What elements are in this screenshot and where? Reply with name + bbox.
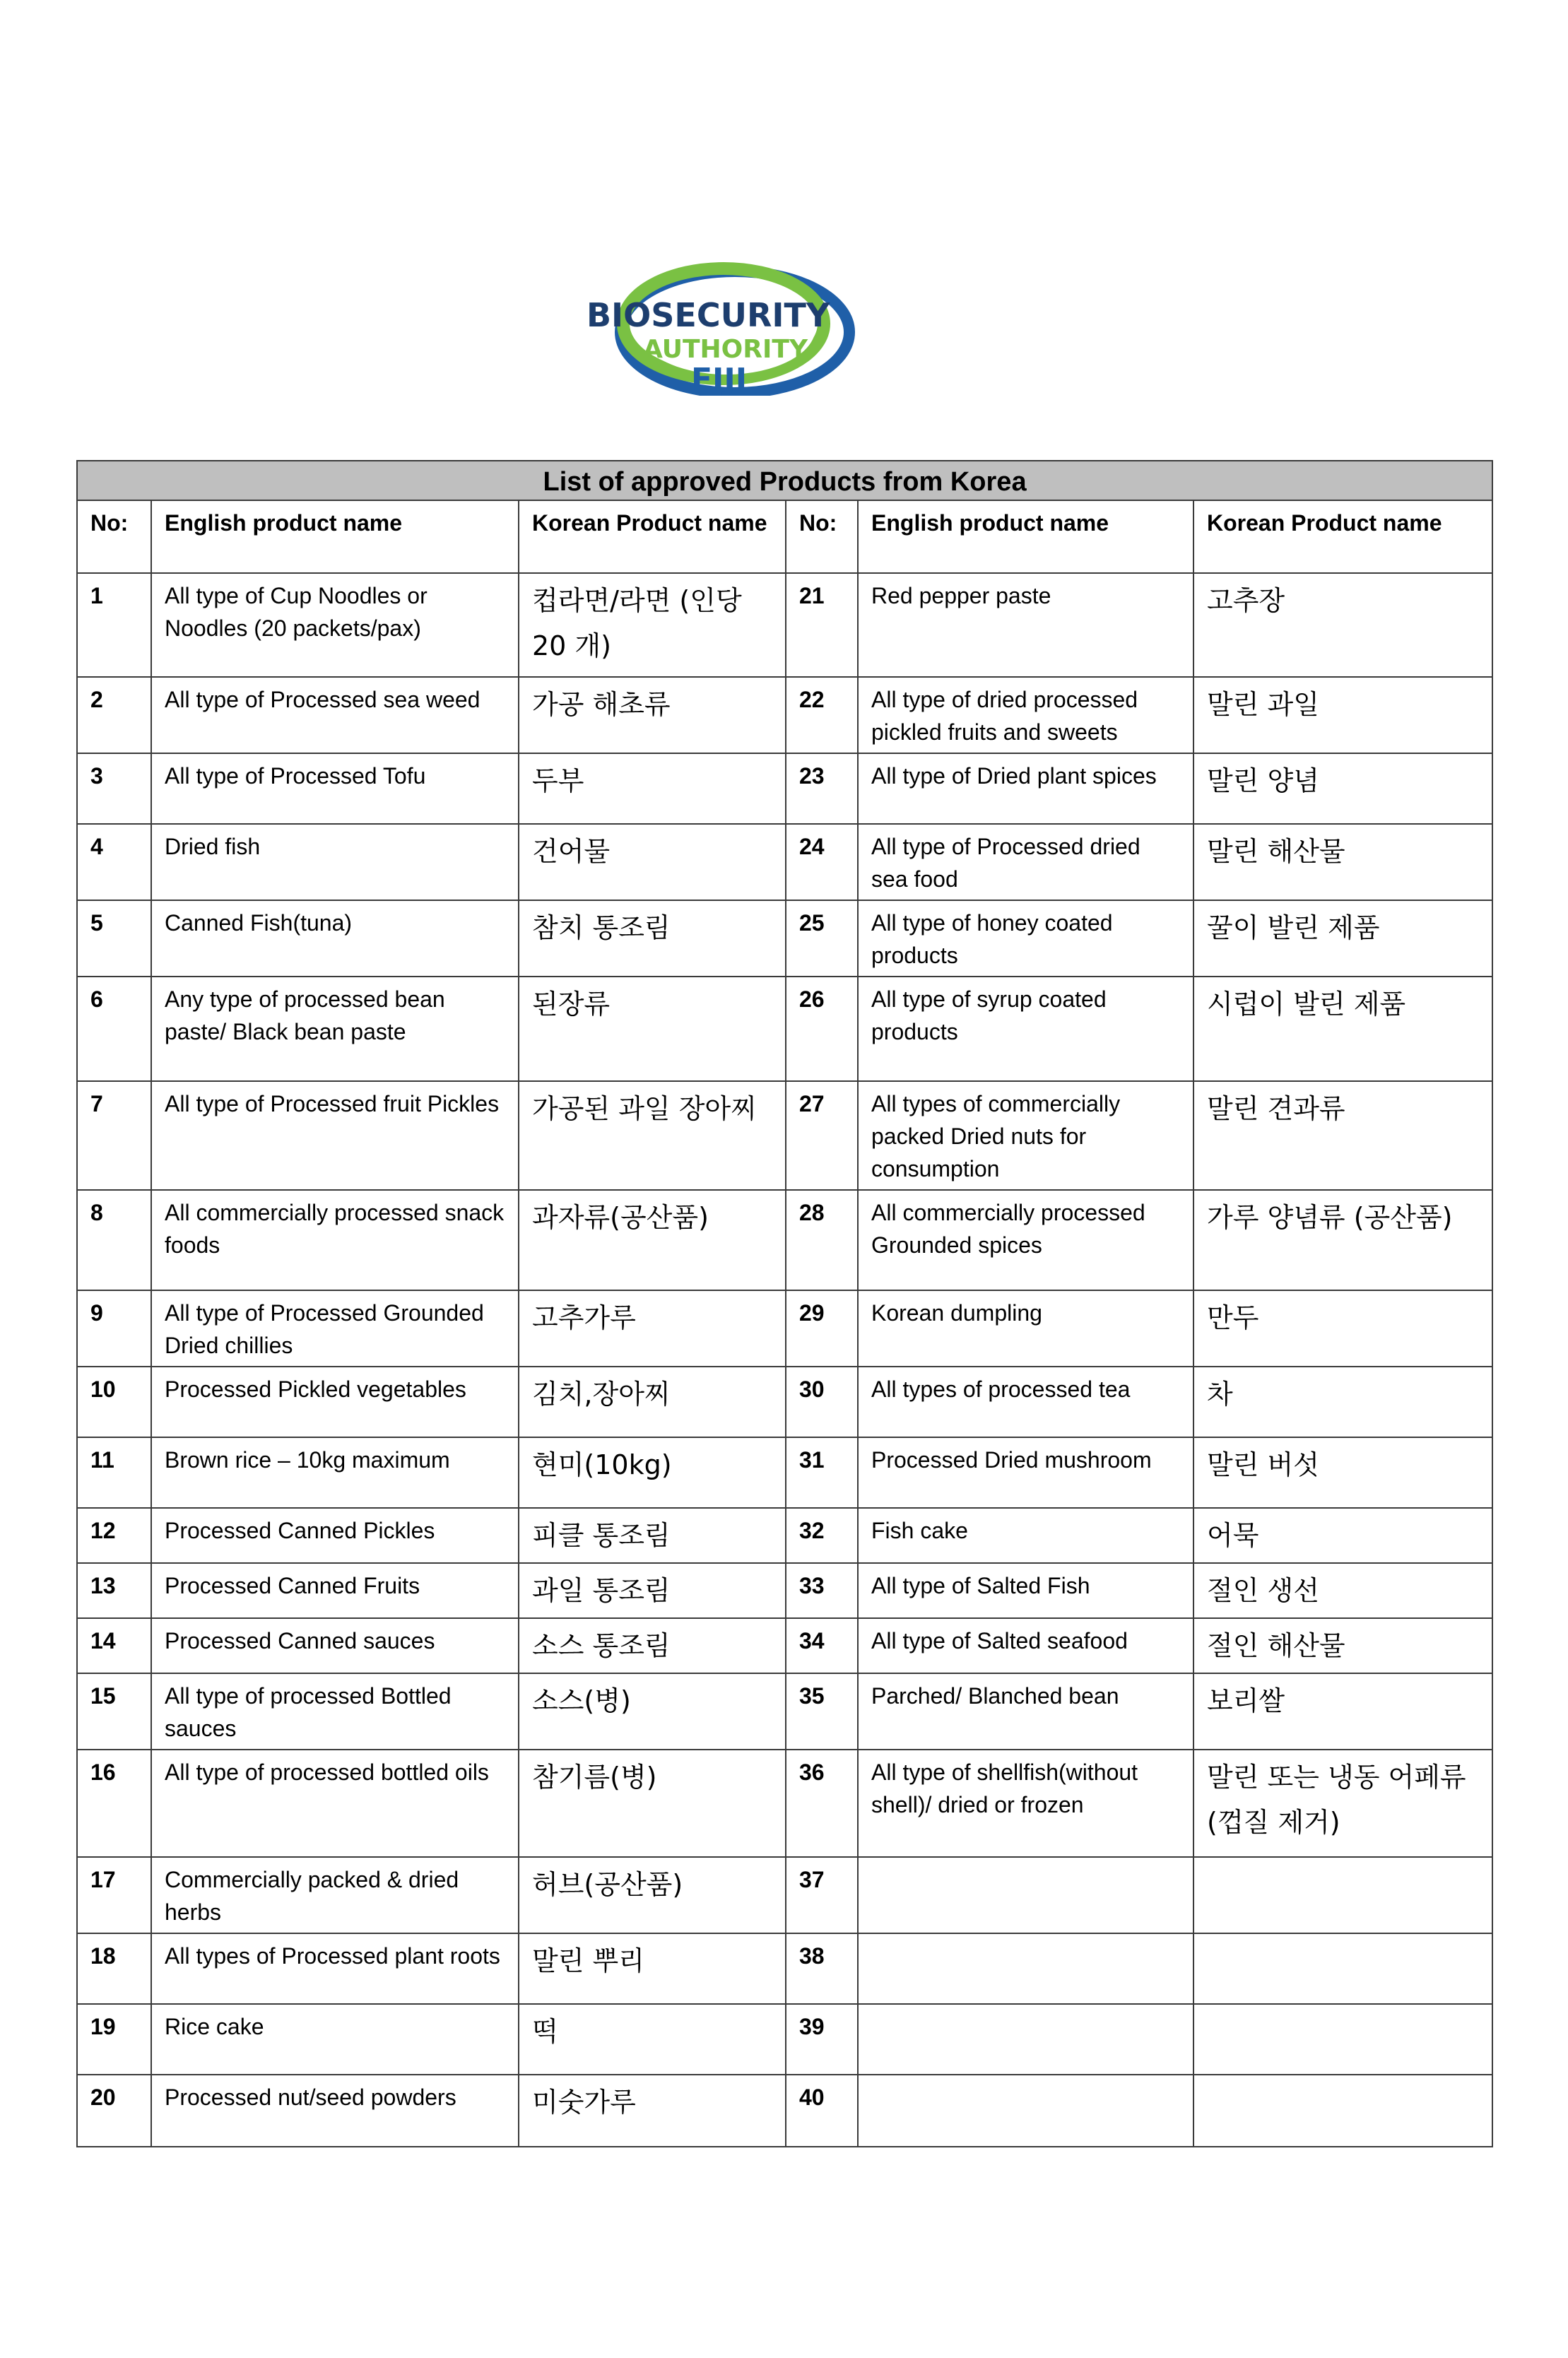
row-number-2: 34 bbox=[786, 1618, 858, 1673]
english-product-name-2: All types of commercially packed Dried nuts for consumption bbox=[858, 1081, 1193, 1190]
header-no: No: bbox=[77, 500, 151, 573]
english-product-name: Canned Fish(tuna) bbox=[151, 900, 519, 977]
english-product-name: Processed Canned sauces bbox=[151, 1618, 519, 1673]
english-product-name-2: Korean dumpling bbox=[858, 1290, 1193, 1367]
korean-product-name: 가공된 과일 장아찌 bbox=[519, 1081, 786, 1190]
row-number-2: 37 bbox=[786, 1857, 858, 1933]
korean-product-name: 피클 통조림 bbox=[519, 1508, 786, 1563]
english-product-name-2: All type of shellfish(without shell)/ dried or frozen bbox=[858, 1750, 1193, 1857]
korean-product-name: 고추가루 bbox=[519, 1290, 786, 1367]
row-number-2: 31 bbox=[786, 1437, 858, 1508]
english-product-name-2: Parched/ Blanched bean bbox=[858, 1673, 1193, 1750]
header-no-2: No: bbox=[786, 500, 858, 573]
row-number: 14 bbox=[77, 1618, 151, 1673]
english-product-name-2: All type of honey coated products bbox=[858, 900, 1193, 977]
row-number-2: 38 bbox=[786, 1933, 858, 2004]
table-header-row bbox=[77, 500, 1492, 573]
row-number: 15 bbox=[77, 1673, 151, 1750]
row-number: 20 bbox=[77, 2075, 151, 2147]
table-row bbox=[77, 1563, 1492, 1618]
row-number-2: 21 bbox=[786, 573, 858, 677]
korean-product-name-2: 가루 양념류 (공산품) bbox=[1193, 1190, 1492, 1290]
row-number: 8 bbox=[77, 1190, 151, 1290]
row-number: 17 bbox=[77, 1857, 151, 1933]
row-number-2: 39 bbox=[786, 2004, 858, 2075]
table-row bbox=[77, 1618, 1492, 1673]
row-number: 11 bbox=[77, 1437, 151, 1508]
row-number: 19 bbox=[77, 2004, 151, 2075]
table-row bbox=[77, 1750, 1492, 1857]
row-number-2: 33 bbox=[786, 1563, 858, 1618]
table-row bbox=[77, 1673, 1492, 1750]
english-product-name-2: All type of Salted Fish bbox=[858, 1563, 1193, 1618]
table-row bbox=[77, 1857, 1492, 1933]
english-product-name-2: All type of Processed dried sea food bbox=[858, 824, 1193, 900]
row-number-2: 28 bbox=[786, 1190, 858, 1290]
korean-product-name: 참치 통조림 bbox=[519, 900, 786, 977]
english-product-name-2: Fish cake bbox=[858, 1508, 1193, 1563]
row-number-2: 30 bbox=[786, 1367, 858, 1437]
english-product-name: Processed Pickled vegetables bbox=[151, 1367, 519, 1437]
korean-product-name-2 bbox=[1193, 2004, 1492, 2075]
row-number: 18 bbox=[77, 1933, 151, 2004]
korean-product-name-2: 말린 해산물 bbox=[1193, 824, 1492, 900]
english-product-name-2 bbox=[858, 2004, 1193, 2075]
row-number: 16 bbox=[77, 1750, 151, 1857]
english-product-name: Processed Canned Fruits bbox=[151, 1563, 519, 1618]
table-row bbox=[77, 2075, 1492, 2147]
row-number-2: 26 bbox=[786, 977, 858, 1081]
korean-product-name-2 bbox=[1193, 2075, 1492, 2147]
header-korean-product-name: Korean Product name bbox=[519, 500, 786, 573]
korean-product-name: 과일 통조림 bbox=[519, 1563, 786, 1618]
english-product-name-2: All type of dried processed pickled fruits and sweets bbox=[858, 677, 1193, 753]
row-number: 1 bbox=[77, 573, 151, 677]
english-product-name: All type of Processed Grounded Dried chillies bbox=[151, 1290, 519, 1367]
english-product-name-2 bbox=[858, 2075, 1193, 2147]
table-row bbox=[77, 1190, 1492, 1290]
english-product-name: All type of processed Bottled sauces bbox=[151, 1673, 519, 1750]
row-number-2: 27 bbox=[786, 1081, 858, 1190]
korean-product-name-2 bbox=[1193, 1857, 1492, 1933]
english-product-name: Commercially packed & dried herbs bbox=[151, 1857, 519, 1933]
korean-product-name-2: 차 bbox=[1193, 1367, 1492, 1437]
table-row bbox=[77, 1290, 1492, 1367]
english-product-name: All type of Processed fruit Pickles bbox=[151, 1081, 519, 1190]
korean-product-name-2: 말린 양념 bbox=[1193, 753, 1492, 824]
table-row bbox=[77, 1437, 1492, 1508]
table-row bbox=[77, 977, 1492, 1081]
logo-line-1: BIOSECURITY bbox=[586, 296, 830, 334]
korean-product-name-2: 만두 bbox=[1193, 1290, 1492, 1367]
table-row bbox=[77, 1933, 1492, 2004]
row-number: 4 bbox=[77, 824, 151, 900]
row-number: 7 bbox=[77, 1081, 151, 1190]
english-product-name: Processed nut/seed powders bbox=[151, 2075, 519, 2147]
row-number: 13 bbox=[77, 1563, 151, 1618]
row-number: 5 bbox=[77, 900, 151, 977]
logo-line-2: AUTHORITY bbox=[643, 335, 808, 364]
row-number: 6 bbox=[77, 977, 151, 1081]
korean-product-name: 참기름(병) bbox=[519, 1750, 786, 1857]
table-title: List of approved Products from Korea bbox=[77, 461, 1492, 500]
english-product-name: Brown rice – 10kg maximum bbox=[151, 1437, 519, 1508]
row-number-2: 40 bbox=[786, 2075, 858, 2147]
header-english-product-name: English product name bbox=[151, 500, 519, 573]
english-product-name-2: All types of processed tea bbox=[858, 1367, 1193, 1437]
english-product-name: All type of processed bottled oils bbox=[151, 1750, 519, 1857]
english-product-name-2: Red pepper paste bbox=[858, 573, 1193, 677]
approved-products-table bbox=[76, 460, 1493, 2147]
english-product-name-2: All commercially processed Grounded spices bbox=[858, 1190, 1193, 1290]
english-product-name: All type of Processed sea weed bbox=[151, 677, 519, 753]
header-korean-product-name-2: Korean Product name bbox=[1193, 500, 1492, 573]
english-product-name: All commercially processed snack foods bbox=[151, 1190, 519, 1290]
korean-product-name-2: 말린 버섯 bbox=[1193, 1437, 1492, 1508]
korean-product-name: 허브(공산품) bbox=[519, 1857, 786, 1933]
table-row bbox=[77, 1367, 1492, 1437]
korean-product-name: 과자류(공산품) bbox=[519, 1190, 786, 1290]
english-product-name: All type of Processed Tofu bbox=[151, 753, 519, 824]
korean-product-name: 된장류 bbox=[519, 977, 786, 1081]
english-product-name-2: All type of syrup coated products bbox=[858, 977, 1193, 1081]
english-product-name-2: All type of Dried plant spices bbox=[858, 753, 1193, 824]
english-product-name: All types of Processed plant roots bbox=[151, 1933, 519, 2004]
row-number: 9 bbox=[77, 1290, 151, 1367]
row-number: 12 bbox=[77, 1508, 151, 1563]
biosecurity-authority-fiji-logo bbox=[585, 261, 868, 396]
english-product-name: Rice cake bbox=[151, 2004, 519, 2075]
row-number-2: 22 bbox=[786, 677, 858, 753]
korean-product-name-2: 말린 과일 bbox=[1193, 677, 1492, 753]
korean-product-name: 떡 bbox=[519, 2004, 786, 2075]
approved-products-table-wrapper bbox=[76, 460, 1492, 2147]
english-product-name: Any type of processed bean paste/ Black bean paste bbox=[151, 977, 519, 1081]
english-product-name-2 bbox=[858, 1857, 1193, 1933]
row-number: 10 bbox=[77, 1367, 151, 1437]
logo-graphic bbox=[585, 261, 868, 396]
english-product-name-2: Processed Dried mushroom bbox=[858, 1437, 1193, 1508]
korean-product-name: 컵라면/라면 (인당 20 개) bbox=[519, 573, 786, 677]
row-number: 3 bbox=[77, 753, 151, 824]
korean-product-name: 현미(10kg) bbox=[519, 1437, 786, 1508]
korean-product-name: 김치,장아찌 bbox=[519, 1367, 786, 1437]
korean-product-name: 건어물 bbox=[519, 824, 786, 900]
korean-product-name-2: 절인 해산물 bbox=[1193, 1618, 1492, 1673]
korean-product-name-2: 꿀이 발린 제품 bbox=[1193, 900, 1492, 977]
english-product-name: All type of Cup Noodles or Noodles (20 packets/pax) bbox=[151, 573, 519, 677]
row-number-2: 36 bbox=[786, 1750, 858, 1857]
header-english-product-name-2: English product name bbox=[858, 500, 1193, 573]
korean-product-name-2: 어묵 bbox=[1193, 1508, 1492, 1563]
table-row bbox=[77, 677, 1492, 753]
korean-product-name: 소스(병) bbox=[519, 1673, 786, 1750]
row-number-2: 23 bbox=[786, 753, 858, 824]
english-product-name: Dried fish bbox=[151, 824, 519, 900]
english-product-name-2: All type of Salted seafood bbox=[858, 1618, 1193, 1673]
row-number-2: 24 bbox=[786, 824, 858, 900]
korean-product-name-2: 말린 견과류 bbox=[1193, 1081, 1492, 1190]
table-row bbox=[77, 1508, 1492, 1563]
korean-product-name: 가공 해초류 bbox=[519, 677, 786, 753]
korean-product-name: 소스 통조림 bbox=[519, 1618, 786, 1673]
table-row bbox=[77, 1081, 1492, 1190]
english-product-name-2 bbox=[858, 1933, 1193, 2004]
korean-product-name: 두부 bbox=[519, 753, 786, 824]
table-row bbox=[77, 900, 1492, 977]
korean-product-name-2: 보리쌀 bbox=[1193, 1673, 1492, 1750]
korean-product-name: 미숫가루 bbox=[519, 2075, 786, 2147]
korean-product-name-2: 절인 생선 bbox=[1193, 1563, 1492, 1618]
logo-line-3: FIJI bbox=[691, 362, 748, 396]
table-row bbox=[77, 753, 1492, 824]
row-number-2: 29 bbox=[786, 1290, 858, 1367]
row-number: 2 bbox=[77, 677, 151, 753]
row-number-2: 25 bbox=[786, 900, 858, 977]
korean-product-name-2: 시럽이 발린 제품 bbox=[1193, 977, 1492, 1081]
korean-product-name-2: 말린 또는 냉동 어페류 (껍질 제거) bbox=[1193, 1750, 1492, 1857]
table-title-row bbox=[77, 461, 1492, 500]
table-row bbox=[77, 824, 1492, 900]
row-number-2: 32 bbox=[786, 1508, 858, 1563]
korean-product-name-2: 고추장 bbox=[1193, 573, 1492, 677]
table-row bbox=[77, 573, 1492, 677]
korean-product-name-2 bbox=[1193, 1933, 1492, 2004]
korean-product-name: 말린 뿌리 bbox=[519, 1933, 786, 2004]
english-product-name: Processed Canned Pickles bbox=[151, 1508, 519, 1563]
table-row bbox=[77, 2004, 1492, 2075]
row-number-2: 35 bbox=[786, 1673, 858, 1750]
